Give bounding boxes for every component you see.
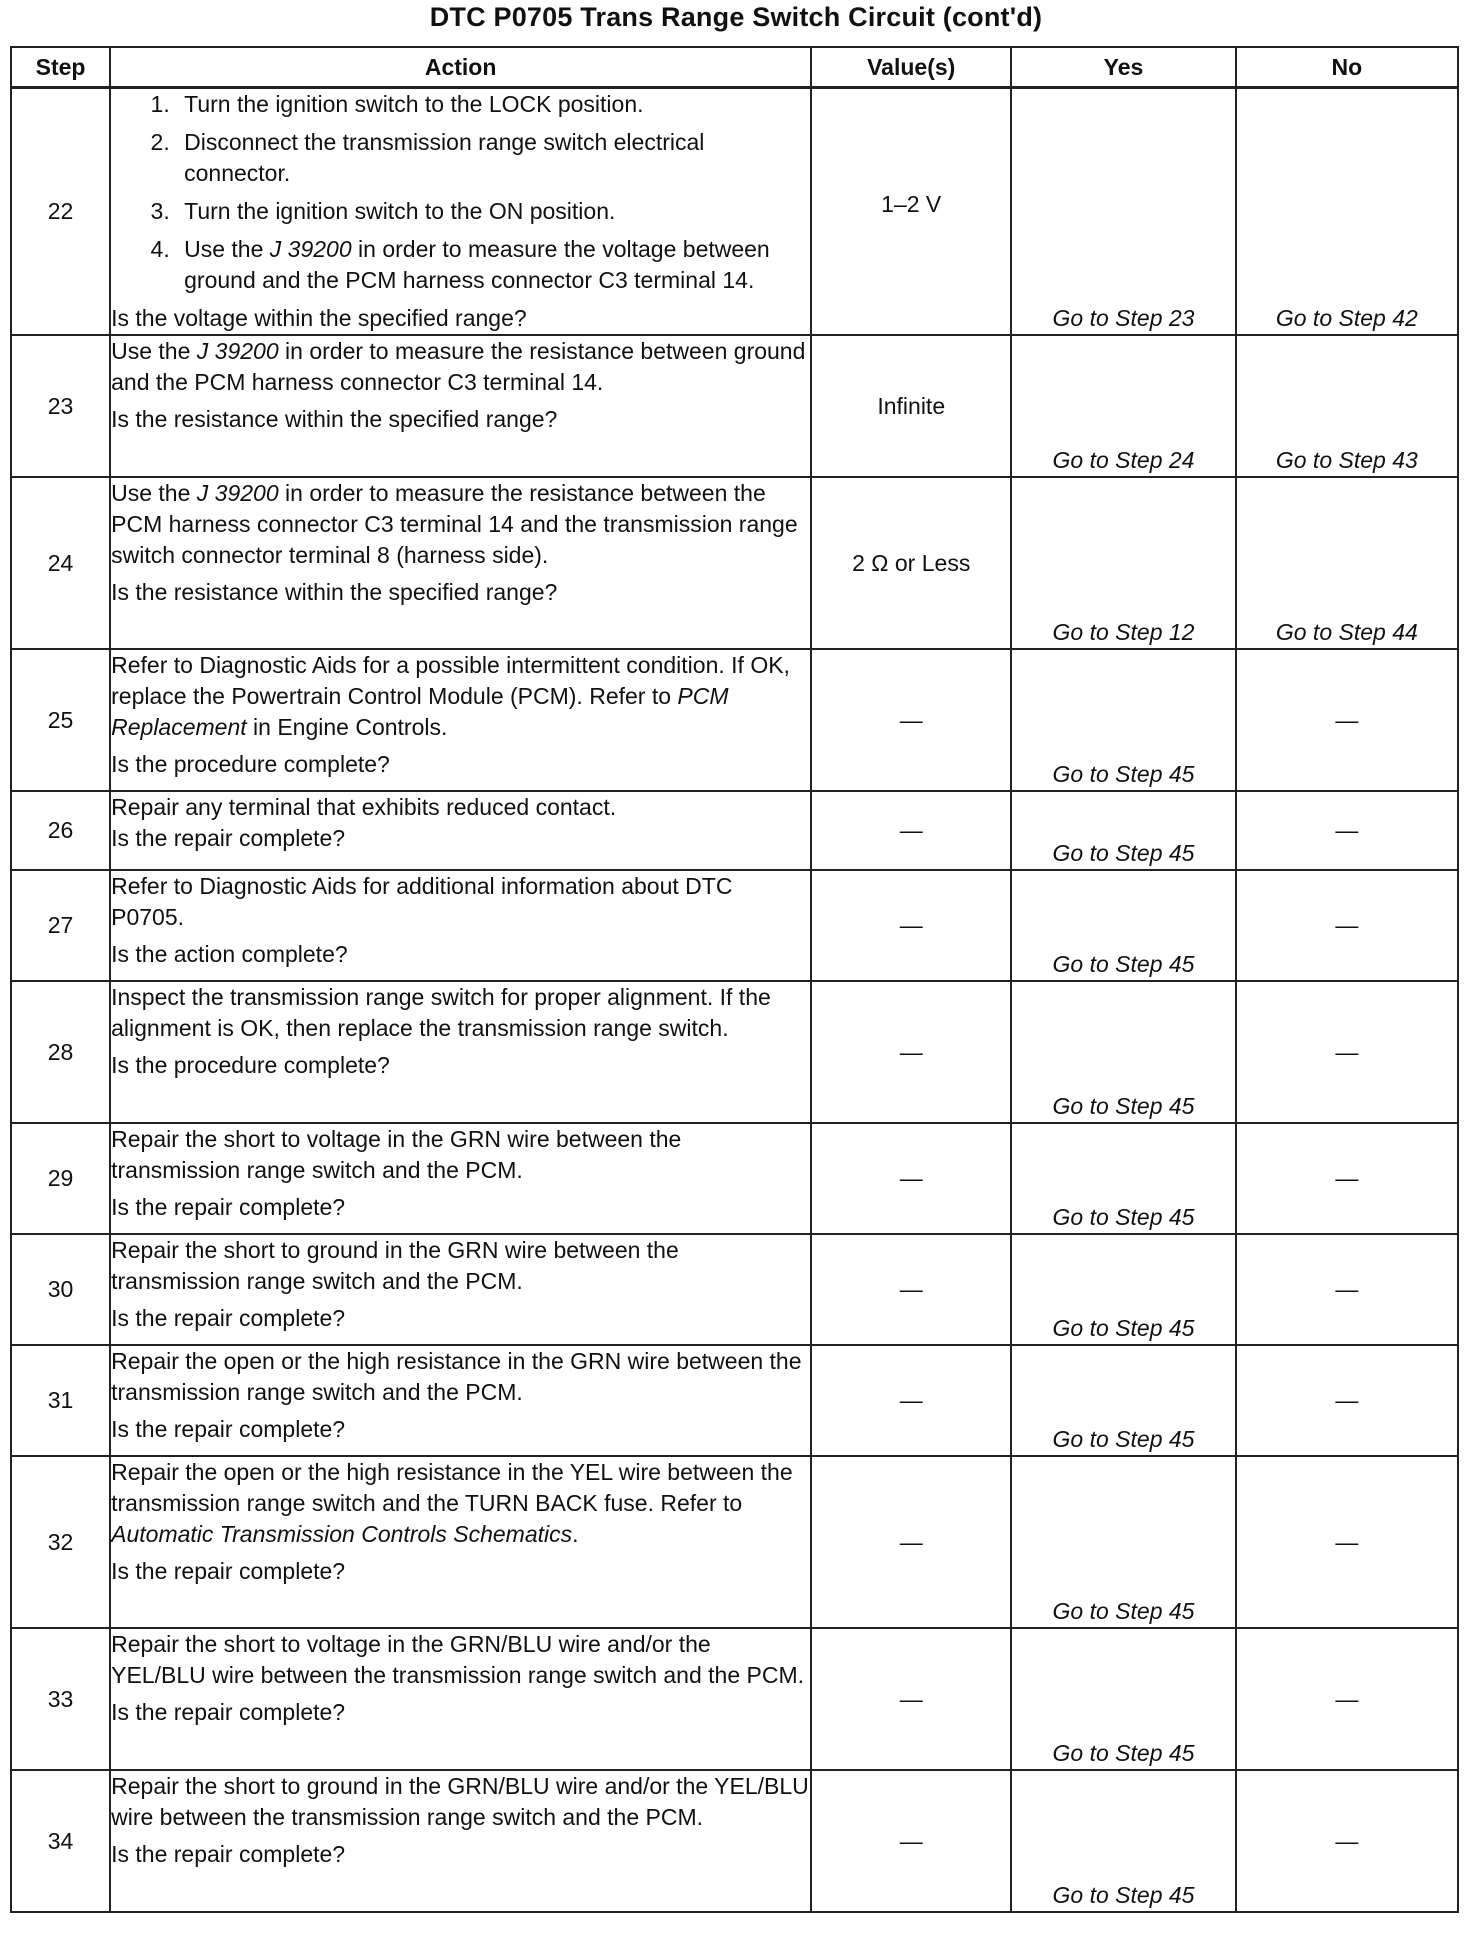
action-cell <box>110 1345 811 1456</box>
no-result: — <box>1236 1456 1458 1628</box>
no-result: Go to Step 42 <box>1236 88 1458 336</box>
table-row <box>11 477 1458 649</box>
no-result: — <box>1236 649 1458 791</box>
action-cell <box>110 1456 811 1628</box>
action-cell <box>110 649 811 791</box>
no-result: — <box>1236 791 1458 870</box>
table-row <box>11 335 1458 477</box>
list-item <box>176 234 810 296</box>
header-step: Step <box>11 47 110 88</box>
text-part: Use the <box>111 480 197 506</box>
header-no: No <box>1236 47 1458 88</box>
yes-result: Go to Step 45 <box>1011 1770 1235 1912</box>
action-cell <box>110 870 811 981</box>
question: Is the repair complete? <box>111 1841 346 1867</box>
text-part: Repair the short to ground in the GRN/BLU wire and/or the YEL/BLU wire between the transmission range switch and the PCM. <box>111 1773 809 1830</box>
step-number: 30 <box>11 1234 110 1345</box>
yes-result: Go to Step 45 <box>1011 981 1235 1123</box>
text-part: in order to measure the resistance between the PCM harness connector C3 terminal 14 and the transmission range switch connector terminal 8 (harness side). <box>111 480 798 568</box>
question: Is the resistance within the specified range? <box>111 406 558 432</box>
yes-result: Go to Step 12 <box>1011 477 1235 649</box>
value-cell: 2 Ω or Less <box>811 477 1011 649</box>
list-item: 1. Turn the ignition switch to the LOCK position. <box>176 89 810 120</box>
step-number: 22 <box>11 88 110 336</box>
no-result: — <box>1236 981 1458 1123</box>
reference-link[interactable]: PCM Replacement <box>111 683 729 740</box>
question: Is the repair complete? <box>111 1558 346 1584</box>
yes-result: Go to Step 45 <box>1011 1345 1235 1456</box>
yes-result: Go to Step 45 <box>1011 1234 1235 1345</box>
text-part: Repair any terminal that exhibits reduced contact. <box>111 794 617 820</box>
question: Is the procedure complete? <box>111 1052 390 1078</box>
header-action: Action <box>110 47 811 88</box>
header-yes: Yes <box>1011 47 1235 88</box>
action-cell <box>110 1234 811 1345</box>
table-row <box>11 870 1458 981</box>
no-result: Go to Step 44 <box>1236 477 1458 649</box>
text-part: Repair the short to voltage in the GRN wire between the transmission range switch and the PCM. <box>111 1126 682 1183</box>
action-steps <box>111 89 810 296</box>
diagnostic-table <box>10 46 1459 1913</box>
text-part: Repair the short to voltage in the GRN/BLU wire and/or the YEL/BLU wire between the transmission range switch and the PCM. <box>111 1631 805 1688</box>
yes-result: Go to Step 45 <box>1011 1456 1235 1628</box>
table-row <box>11 88 1458 336</box>
text-part: Inspect the transmission range switch for proper alignment. If the alignment is OK, then replace the transmission range switch. <box>111 984 771 1041</box>
question: Is the voltage within the specified range? <box>111 305 527 331</box>
table-row <box>11 1628 1458 1770</box>
value-cell: — <box>811 1770 1011 1912</box>
yes-result: Go to Step 45 <box>1011 870 1235 981</box>
step-number: 23 <box>11 335 110 477</box>
step-number: 34 <box>11 1770 110 1912</box>
step-number: 29 <box>11 1123 110 1234</box>
text-part: . <box>572 1521 579 1547</box>
value-cell: — <box>811 981 1011 1123</box>
text-part: in order to measure the resistance between ground and the PCM harness connector C3 terminal 14. <box>111 338 806 395</box>
no-result: — <box>1236 870 1458 981</box>
yes-result: Go to Step 45 <box>1011 649 1235 791</box>
question: Is the repair complete? <box>111 1194 346 1220</box>
text-part: Repair the open or the high resistance in the GRN wire between the transmission range switch and the PCM. <box>111 1348 802 1405</box>
text-part: in Engine Controls. <box>246 714 448 740</box>
table-row <box>11 1456 1458 1628</box>
no-result: Go to Step 43 <box>1236 335 1458 477</box>
question: Is the repair complete? <box>111 825 346 851</box>
step-number: 28 <box>11 981 110 1123</box>
table-row <box>11 981 1458 1123</box>
action-cell <box>110 335 811 477</box>
text-part: Repair the open or the high resistance in the YEL wire between the transmission range switch and the TURN BACK fuse. Refer to <box>111 1459 793 1516</box>
no-result: — <box>1236 1123 1458 1234</box>
page-title: DTC P0705 Trans Range Switch Circuit (cont'd) <box>429 2 1043 32</box>
action-cell <box>110 1123 811 1234</box>
step-number: 33 <box>11 1628 110 1770</box>
table-row <box>11 1770 1458 1912</box>
no-result: — <box>1236 1628 1458 1770</box>
value-cell: — <box>811 649 1011 791</box>
value-cell: — <box>811 870 1011 981</box>
text-part: Repair the short to ground in the GRN wire between the transmission range switch and the PCM. <box>111 1237 679 1294</box>
question: Is the repair complete? <box>111 1416 346 1442</box>
table-row <box>11 1123 1458 1234</box>
reference-link[interactable]: Automatic Transmission Controls Schematics <box>111 1521 573 1547</box>
action-cell <box>110 88 811 336</box>
text-part: in order to measure the voltage between ground and the PCM harness connector C3 terminal 14. <box>184 236 770 293</box>
yes-result: Go to Step 45 <box>1011 1628 1235 1770</box>
step-number: 24 <box>11 477 110 649</box>
question: Is the repair complete? <box>111 1699 346 1725</box>
value-cell: — <box>811 1628 1011 1770</box>
value-cell: — <box>811 1234 1011 1345</box>
text-part: Refer to Diagnostic Aids for a possible intermittent condition. If OK, replace the Powertrain Control Module (PCM). Refer to <box>111 652 790 709</box>
text-part: Refer to Diagnostic Aids for additional information about DTC P0705. <box>111 873 733 930</box>
step-number: 27 <box>11 870 110 981</box>
action-cell <box>110 1628 811 1770</box>
yes-result: Go to Step 45 <box>1011 791 1235 870</box>
list-item: 3. Turn the ignition switch to the ON position. <box>176 196 810 227</box>
step-number: 25 <box>11 649 110 791</box>
question: Is the repair complete? <box>111 1305 346 1331</box>
step-number: 32 <box>11 1456 110 1628</box>
tool-name: J 39200 <box>196 480 279 506</box>
value-cell: — <box>811 1123 1011 1234</box>
action-cell <box>110 1770 811 1912</box>
action-cell <box>110 477 811 649</box>
table-row <box>11 791 1458 870</box>
header-values: Value(s) <box>811 47 1011 88</box>
step-number: 31 <box>11 1345 110 1456</box>
value-cell: — <box>811 1456 1011 1628</box>
text-part: Use the <box>111 338 197 364</box>
tool-name: J 39200 <box>196 338 279 364</box>
value-cell: — <box>811 791 1011 870</box>
question: Is the resistance within the specified range? <box>111 579 558 605</box>
list-item: 2. Disconnect the transmission range switch electrical connector. <box>176 127 810 189</box>
action-cell <box>110 981 811 1123</box>
table-row <box>11 1345 1458 1456</box>
no-result: — <box>1236 1770 1458 1912</box>
question: Is the procedure complete? <box>111 751 390 777</box>
text-part: Use the <box>184 236 270 262</box>
no-result: — <box>1236 1345 1458 1456</box>
yes-result: Go to Step 45 <box>1011 1123 1235 1234</box>
question: Is the action complete? <box>111 941 348 967</box>
yes-result: Go to Step 24 <box>1011 335 1235 477</box>
table-header-row <box>11 47 1458 88</box>
table-row <box>11 649 1458 791</box>
tool-name: J 39200 <box>269 236 352 262</box>
value-cell: 1–2 V <box>811 88 1011 336</box>
action-cell <box>110 791 811 870</box>
step-number: 26 <box>11 791 110 870</box>
yes-result: Go to Step 23 <box>1011 88 1235 336</box>
no-result: — <box>1236 1234 1458 1345</box>
value-cell: Infinite <box>811 335 1011 477</box>
value-cell: — <box>811 1345 1011 1456</box>
table-row <box>11 1234 1458 1345</box>
